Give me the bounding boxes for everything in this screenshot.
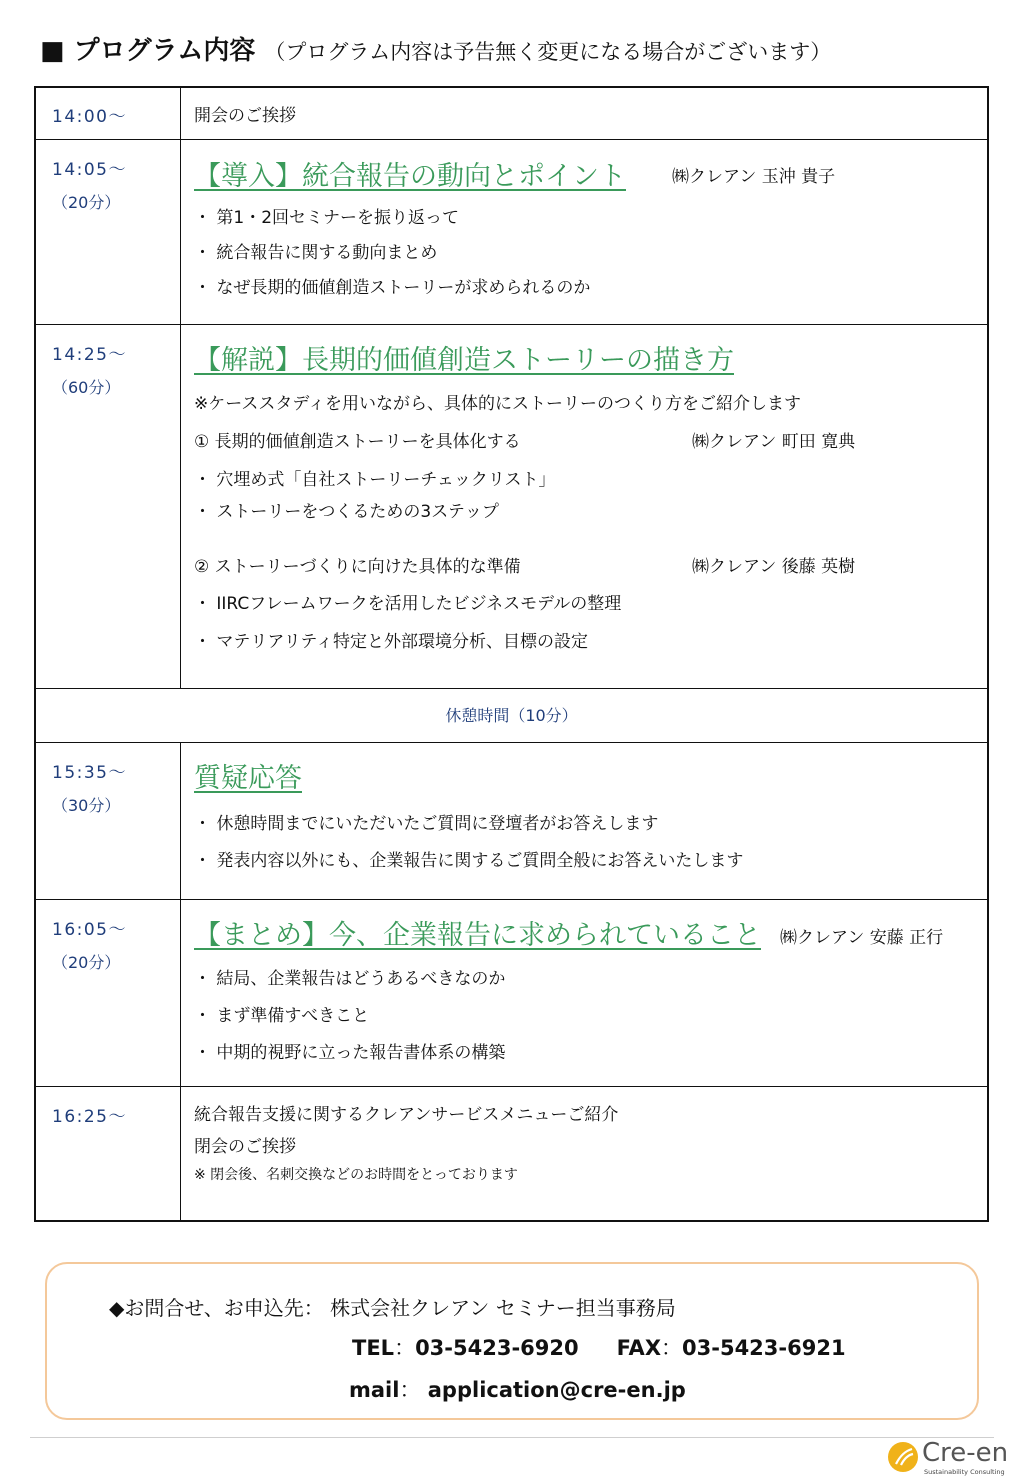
time-cell: [36, 324, 181, 688]
session-time: 14:25～: [52, 345, 127, 365]
session-note: ※ 閉会後、名刺交換などのお時間をとっております: [194, 1167, 518, 1183]
session-line: 開会のご挨拶: [194, 106, 296, 126]
session-intro: ※ケーススタディを用いながら、具体的にストーリーのつくり方をご紹介します: [194, 394, 802, 414]
bullet-item: ・ なぜ長期的価値創造ストーリーが求められるのか: [194, 278, 591, 298]
session-title: 【導入】統合報告の動向とポイント: [194, 161, 626, 192]
time-cell: [36, 1086, 181, 1222]
company-logo: [888, 1440, 1018, 1476]
separator: ：: [394, 1336, 416, 1360]
fax-label: FAX: [616, 1336, 662, 1360]
session-title: 質疑応答: [194, 763, 302, 794]
session-title: 【まとめ】今、企業報告に求められていること: [194, 920, 761, 951]
content-cell: [182, 1086, 987, 1222]
schedule-table: [34, 86, 989, 1222]
session-line: 閉会のご挨拶: [194, 1137, 296, 1157]
contact-line: ◆お問合せ、お申込先： 株式会社クレアン セミナー担当事務局: [109, 1296, 676, 1320]
time-cell: [36, 88, 181, 139]
bullet-item: ・ マテリアリティ特定と外部環境分析、目標の設定: [194, 632, 589, 652]
contact-phone-fax: [352, 1332, 846, 1362]
bullet-item: ・ 中期的視野に立った報告書体系の構築: [194, 1043, 506, 1063]
session-time: 15:35～: [52, 763, 127, 783]
content-cell: [182, 324, 987, 688]
session-time: 14:00～: [52, 107, 127, 127]
session-row-opening: [36, 88, 987, 140]
session-title: 【解説】長期的価値創造ストーリーの描き方: [194, 345, 734, 376]
bullet-item: ・ 第1・2回セミナーを振り返って: [194, 208, 460, 228]
heading-title: ■ プログラム内容: [40, 36, 256, 66]
session-time: 16:05～: [52, 920, 127, 940]
separator: ：: [399, 1378, 421, 1402]
contact-box: [45, 1262, 979, 1420]
session-duration: （60分）: [52, 378, 121, 397]
session-duration: （20分）: [52, 953, 121, 972]
bullet-item: ・ IIRCフレームワークを活用したビジネスモデルの整理: [194, 594, 622, 614]
page-heading: [40, 30, 831, 67]
bullet-item: ・ 発表内容以外にも、企業報告に関するご質問全般にお答えいたします: [194, 851, 744, 871]
session-time: 14:05～: [52, 160, 127, 180]
bullet-item: ・ ストーリーをつくるための3ステップ: [194, 502, 499, 522]
contact-mail: [349, 1374, 686, 1404]
session-time: 16:25～: [52, 1107, 127, 1127]
session-speaker: ㈱クレアン 安藤 正行: [780, 928, 944, 948]
bullet-item: ・ 結局、企業報告はどうあるべきなのか: [194, 969, 506, 989]
session-duration: （30分）: [52, 796, 121, 815]
footer-divider: [30, 1437, 994, 1438]
bullet-item: ・ 統合報告に関する動向まとめ: [194, 243, 438, 263]
heading-subtitle: （プログラム内容は予告無く変更になる場合がございます）: [264, 40, 832, 64]
break-label: 休憩時間（10分）: [445, 706, 578, 725]
session-duration: （20分）: [52, 193, 121, 212]
time-cell: [36, 899, 181, 1086]
content-cell: [182, 899, 987, 1086]
tel-label: TEL: [352, 1336, 395, 1360]
content-cell: [182, 88, 987, 139]
session-row-intro: [36, 139, 987, 325]
bullet-item: ・ まず準備すべきこと: [194, 1006, 370, 1026]
session-row-closing: [36, 1086, 987, 1222]
session-speaker: ㈱クレアン 玉沖 貴子: [672, 167, 836, 187]
part-heading: ② ストーリーづくりに向けた具体的な準備: [194, 557, 521, 577]
logo-name: Cre-en: [922, 1438, 1009, 1468]
logo-mark-icon: [888, 1442, 918, 1472]
mail-label: mail: [349, 1378, 400, 1402]
session-row-summary: [36, 899, 987, 1087]
separator: ：: [661, 1336, 683, 1360]
mail-address-link[interactable]: application@cre-en.jp: [427, 1378, 686, 1402]
session-row-qa: [36, 742, 987, 900]
fax-number: 03-5423-6921: [682, 1336, 846, 1360]
content-cell: [182, 139, 987, 324]
bullet-item: ・ 休憩時間までにいただいたご質問に登壇者がお答えします: [194, 814, 659, 834]
part-speaker: ㈱クレアン 後藤 英樹: [692, 557, 856, 577]
time-cell: [36, 742, 181, 899]
bullet-item: ・ 穴埋め式「自社ストーリーチェックリスト」: [194, 470, 556, 490]
time-cell: [36, 139, 181, 324]
tel-number[interactable]: 03-5423-6920: [415, 1336, 579, 1360]
part-heading: ① 長期的価値創造ストーリーを具体化する: [194, 432, 521, 452]
break-row: [36, 688, 987, 743]
content-cell: [182, 742, 987, 899]
session-row-explanation: [36, 324, 987, 689]
part-speaker: ㈱クレアン 町田 寛典: [692, 432, 856, 452]
logo-tagline: Sustainability Consulting: [924, 1468, 1005, 1476]
session-line: 統合報告支援に関するクレアンサービスメニューご紹介: [194, 1105, 619, 1125]
